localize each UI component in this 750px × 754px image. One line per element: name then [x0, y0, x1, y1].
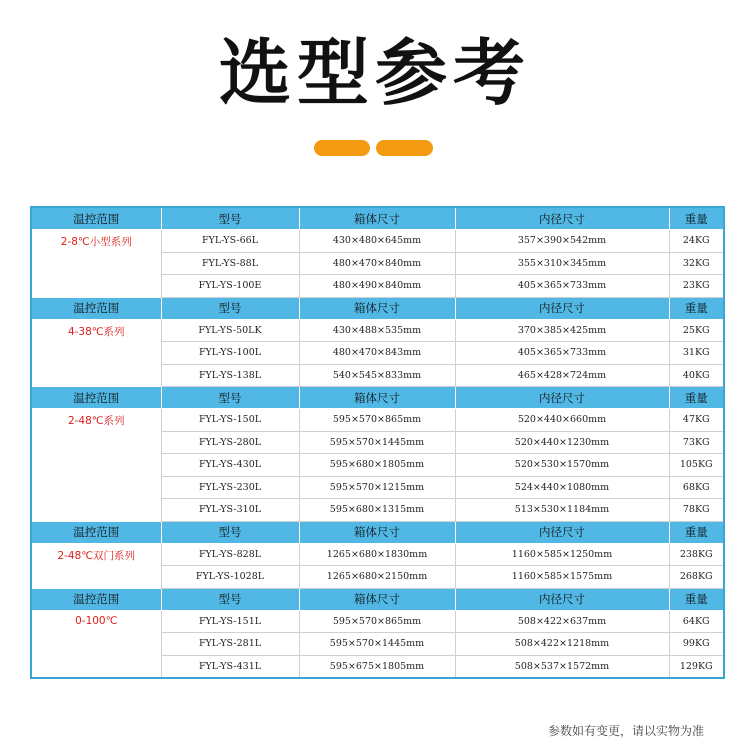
inner-size-cell: 513×530×1184mm	[455, 499, 669, 522]
model-cell: FYL-YS-828L	[161, 543, 299, 566]
inner-size-cell: 355×310×345mm	[455, 252, 669, 275]
column-header: 温控范围	[31, 297, 161, 319]
outer-size-cell: 480×490×840mm	[299, 275, 455, 298]
temperature-range-label: 2-48℃系列	[31, 409, 161, 522]
inner-size-cell: 524×440×1080mm	[455, 476, 669, 499]
outer-size-cell: 595×570×1445mm	[299, 431, 455, 454]
weight-cell: 40KG	[669, 364, 724, 387]
accent-bar-left	[314, 140, 370, 156]
model-cell: FYL-YS-66L	[161, 230, 299, 253]
inner-size-cell: 520×530×1570mm	[455, 454, 669, 477]
outer-size-cell: 595×675×1805mm	[299, 655, 455, 678]
model-cell: FYL-YS-281L	[161, 633, 299, 656]
table-row	[31, 409, 724, 432]
column-header: 型号	[161, 207, 299, 230]
outer-size-cell: 430×488×535mm	[299, 319, 455, 342]
column-header: 内径尺寸	[455, 207, 669, 230]
column-header: 型号	[161, 588, 299, 610]
selection-table	[30, 206, 725, 679]
column-header: 重量	[669, 297, 724, 319]
weight-cell: 47KG	[669, 409, 724, 432]
table-header-row	[31, 387, 724, 409]
table-header-row	[31, 207, 724, 230]
table-row	[31, 543, 724, 566]
outer-size-cell: 1265×680×1830mm	[299, 543, 455, 566]
column-header: 箱体尺寸	[299, 297, 455, 319]
outer-size-cell: 595×570×865mm	[299, 610, 455, 633]
inner-size-cell: 520×440×1230mm	[455, 431, 669, 454]
column-header: 温控范围	[31, 588, 161, 610]
column-header: 重量	[669, 521, 724, 543]
disclaimer-note: 参数如有变更，请以实物为准	[548, 724, 705, 738]
column-header: 重量	[669, 387, 724, 409]
outer-size-cell: 430×480×645mm	[299, 230, 455, 253]
weight-cell: 99KG	[669, 633, 724, 656]
inner-size-cell: 1160×585×1575mm	[455, 566, 669, 589]
weight-cell: 129KG	[669, 655, 724, 678]
temperature-range-label: 4-38℃系列	[31, 319, 161, 387]
weight-cell: 105KG	[669, 454, 724, 477]
temperature-range-label: 2-48℃双门系列	[31, 543, 161, 588]
selection-table-body	[31, 207, 724, 678]
column-header: 重量	[669, 207, 724, 230]
outer-size-cell: 595×570×865mm	[299, 409, 455, 432]
outer-size-cell: 480×470×843mm	[299, 342, 455, 365]
outer-size-cell: 595×570×1445mm	[299, 633, 455, 656]
inner-size-cell: 508×422×1218mm	[455, 633, 669, 656]
column-header: 内径尺寸	[455, 521, 669, 543]
column-header: 温控范围	[31, 387, 161, 409]
outer-size-cell: 1265×680×2150mm	[299, 566, 455, 589]
column-header: 内径尺寸	[455, 297, 669, 319]
inner-size-cell: 405×365×733mm	[455, 342, 669, 365]
table-row	[31, 319, 724, 342]
model-cell: FYL-YS-280L	[161, 431, 299, 454]
table-header-row	[31, 521, 724, 543]
column-header: 内径尺寸	[455, 588, 669, 610]
weight-cell: 268KG	[669, 566, 724, 589]
temperature-range-label: 2-8℃小型系列	[31, 230, 161, 298]
model-cell: FYL-YS-138L	[161, 364, 299, 387]
model-cell: FYL-YS-100E	[161, 275, 299, 298]
model-cell: FYL-YS-88L	[161, 252, 299, 275]
outer-size-cell: 595×570×1215mm	[299, 476, 455, 499]
model-cell: FYL-YS-310L	[161, 499, 299, 522]
table-row	[31, 230, 724, 253]
weight-cell: 238KG	[669, 543, 724, 566]
weight-cell: 78KG	[669, 499, 724, 522]
model-cell: FYL-YS-151L	[161, 610, 299, 633]
model-cell: FYL-YS-50LK	[161, 319, 299, 342]
outer-size-cell: 595×680×1315mm	[299, 499, 455, 522]
inner-size-cell: 370×385×425mm	[455, 319, 669, 342]
inner-size-cell: 508×422×637mm	[455, 610, 669, 633]
table-row	[31, 610, 724, 633]
weight-cell: 73KG	[669, 431, 724, 454]
inner-size-cell: 405×365×733mm	[455, 275, 669, 298]
weight-cell: 64KG	[669, 610, 724, 633]
weight-cell: 32KG	[669, 252, 724, 275]
weight-cell: 23KG	[669, 275, 724, 298]
inner-size-cell: 1160×585×1250mm	[455, 543, 669, 566]
column-header: 型号	[161, 521, 299, 543]
table-header-row	[31, 588, 724, 610]
column-header: 箱体尺寸	[299, 588, 455, 610]
inner-size-cell: 508×537×1572mm	[455, 655, 669, 678]
weight-cell: 31KG	[669, 342, 724, 365]
outer-size-cell: 595×680×1805mm	[299, 454, 455, 477]
column-header: 温控范围	[31, 207, 161, 230]
table-header-row	[31, 297, 724, 319]
weight-cell: 24KG	[669, 230, 724, 253]
model-cell: FYL-YS-230L	[161, 476, 299, 499]
column-header: 型号	[161, 297, 299, 319]
page-title: 选型参考	[218, 31, 531, 115]
model-cell: FYL-YS-431L	[161, 655, 299, 678]
model-cell: FYL-YS-430L	[161, 454, 299, 477]
column-header: 箱体尺寸	[299, 521, 455, 543]
accent-bar-right	[376, 140, 433, 156]
inner-size-cell: 465×428×724mm	[455, 364, 669, 387]
inner-size-cell: 357×390×542mm	[455, 230, 669, 253]
inner-size-cell: 520×440×660mm	[455, 409, 669, 432]
model-cell: FYL-YS-100L	[161, 342, 299, 365]
column-header: 箱体尺寸	[299, 387, 455, 409]
column-header: 箱体尺寸	[299, 207, 455, 230]
outer-size-cell: 480×470×840mm	[299, 252, 455, 275]
outer-size-cell: 540×545×833mm	[299, 364, 455, 387]
weight-cell: 25KG	[669, 319, 724, 342]
model-cell: FYL-YS-150L	[161, 409, 299, 432]
weight-cell: 68KG	[669, 476, 724, 499]
column-header: 内径尺寸	[455, 387, 669, 409]
column-header: 型号	[161, 387, 299, 409]
temperature-range-label: 0-100℃	[31, 610, 161, 678]
column-header: 温控范围	[31, 521, 161, 543]
column-header: 重量	[669, 588, 724, 610]
model-cell: FYL-YS-1028L	[161, 566, 299, 589]
